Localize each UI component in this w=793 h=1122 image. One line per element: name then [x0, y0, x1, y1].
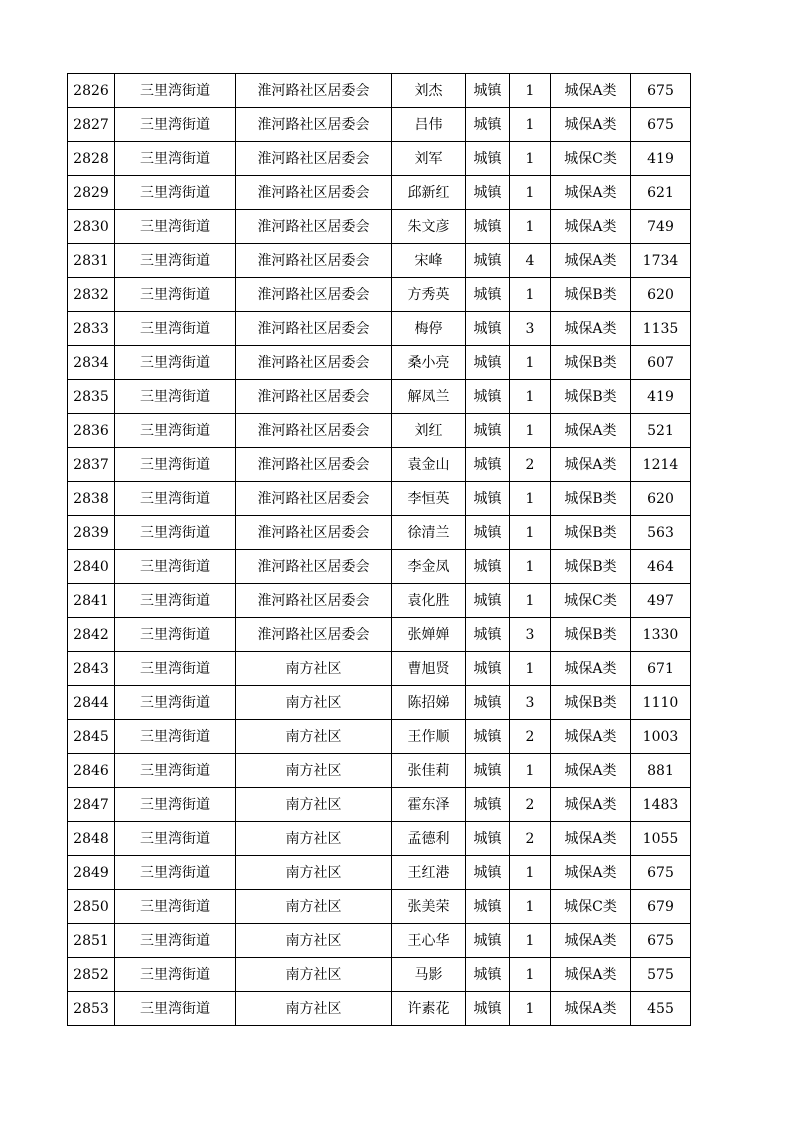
street-cell: 三里湾街道: [115, 584, 236, 618]
household-count-cell: 1: [510, 754, 551, 788]
street-cell: 三里湾街道: [115, 346, 236, 380]
community-cell: 南方社区: [236, 788, 392, 822]
person-name-cell: 王作顺: [392, 720, 466, 754]
table-row: [68, 550, 691, 584]
area-type-cell: 城镇: [466, 652, 510, 686]
insurance-type-cell: 城保A类: [551, 210, 631, 244]
record-id-cell: 2844: [68, 686, 115, 720]
amount-cell: 679: [631, 890, 691, 924]
person-name-cell: 刘杰: [392, 74, 466, 108]
community-cell: 淮河路社区居委会: [236, 278, 392, 312]
street-cell: 三里湾街道: [115, 618, 236, 652]
community-cell: 淮河路社区居委会: [236, 108, 392, 142]
insurance-type-cell: 城保C类: [551, 142, 631, 176]
household-count-cell: 2: [510, 788, 551, 822]
amount-cell: 675: [631, 74, 691, 108]
insurance-type-cell: 城保A类: [551, 958, 631, 992]
roster-table: [67, 73, 691, 1026]
household-count-cell: 1: [510, 890, 551, 924]
record-id-cell: 2847: [68, 788, 115, 822]
street-cell: 三里湾街道: [115, 822, 236, 856]
area-type-cell: 城镇: [466, 754, 510, 788]
insurance-type-cell: 城保C类: [551, 584, 631, 618]
insurance-type-cell: 城保A类: [551, 108, 631, 142]
record-id-cell: 2842: [68, 618, 115, 652]
amount-cell: 621: [631, 176, 691, 210]
community-cell: 南方社区: [236, 754, 392, 788]
community-cell: 淮河路社区居委会: [236, 346, 392, 380]
community-cell: 南方社区: [236, 822, 392, 856]
record-id-cell: 2841: [68, 584, 115, 618]
household-count-cell: 2: [510, 720, 551, 754]
community-cell: 淮河路社区居委会: [236, 550, 392, 584]
amount-cell: 675: [631, 924, 691, 958]
person-name-cell: 刘红: [392, 414, 466, 448]
insurance-type-cell: 城保B类: [551, 618, 631, 652]
street-cell: 三里湾街道: [115, 380, 236, 414]
person-name-cell: 宋峰: [392, 244, 466, 278]
community-cell: 淮河路社区居委会: [236, 142, 392, 176]
household-count-cell: 1: [510, 278, 551, 312]
insurance-type-cell: 城保A类: [551, 244, 631, 278]
table-row: [68, 142, 691, 176]
amount-cell: 675: [631, 108, 691, 142]
street-cell: 三里湾街道: [115, 278, 236, 312]
amount-cell: 497: [631, 584, 691, 618]
street-cell: 三里湾街道: [115, 890, 236, 924]
person-name-cell: 邱新红: [392, 176, 466, 210]
amount-cell: 1214: [631, 448, 691, 482]
household-count-cell: 1: [510, 74, 551, 108]
community-cell: 南方社区: [236, 890, 392, 924]
household-count-cell: 1: [510, 176, 551, 210]
person-name-cell: 袁金山: [392, 448, 466, 482]
household-count-cell: 3: [510, 686, 551, 720]
amount-cell: 1055: [631, 822, 691, 856]
insurance-type-cell: 城保A类: [551, 448, 631, 482]
household-count-cell: 1: [510, 958, 551, 992]
household-count-cell: 1: [510, 108, 551, 142]
table-row: [68, 618, 691, 652]
area-type-cell: 城镇: [466, 924, 510, 958]
insurance-type-cell: 城保B类: [551, 550, 631, 584]
table-row: [68, 278, 691, 312]
area-type-cell: 城镇: [466, 584, 510, 618]
person-name-cell: 王红港: [392, 856, 466, 890]
area-type-cell: 城镇: [466, 74, 510, 108]
person-name-cell: 桑小亮: [392, 346, 466, 380]
area-type-cell: 城镇: [466, 448, 510, 482]
record-id-cell: 2840: [68, 550, 115, 584]
street-cell: 三里湾街道: [115, 312, 236, 346]
person-name-cell: 徐清兰: [392, 516, 466, 550]
community-cell: 淮河路社区居委会: [236, 244, 392, 278]
community-cell: 淮河路社区居委会: [236, 312, 392, 346]
amount-cell: 749: [631, 210, 691, 244]
table-row: [68, 312, 691, 346]
street-cell: 三里湾街道: [115, 142, 236, 176]
insurance-type-cell: 城保A类: [551, 856, 631, 890]
insurance-type-cell: 城保A类: [551, 924, 631, 958]
record-id-cell: 2833: [68, 312, 115, 346]
table-row: [68, 822, 691, 856]
street-cell: 三里湾街道: [115, 992, 236, 1026]
household-count-cell: 4: [510, 244, 551, 278]
household-count-cell: 1: [510, 210, 551, 244]
record-id-cell: 2839: [68, 516, 115, 550]
amount-cell: 620: [631, 278, 691, 312]
insurance-type-cell: 城保A类: [551, 652, 631, 686]
person-name-cell: 马影: [392, 958, 466, 992]
street-cell: 三里湾街道: [115, 686, 236, 720]
street-cell: 三里湾街道: [115, 754, 236, 788]
insurance-type-cell: 城保B类: [551, 482, 631, 516]
person-name-cell: 方秀英: [392, 278, 466, 312]
street-cell: 三里湾街道: [115, 176, 236, 210]
person-name-cell: 袁化胜: [392, 584, 466, 618]
insurance-type-cell: 城保A类: [551, 788, 631, 822]
area-type-cell: 城镇: [466, 958, 510, 992]
table-row: [68, 652, 691, 686]
record-id-cell: 2827: [68, 108, 115, 142]
street-cell: 三里湾街道: [115, 74, 236, 108]
street-cell: 三里湾街道: [115, 482, 236, 516]
area-type-cell: 城镇: [466, 856, 510, 890]
community-cell: 淮河路社区居委会: [236, 210, 392, 244]
record-id-cell: 2838: [68, 482, 115, 516]
amount-cell: 563: [631, 516, 691, 550]
person-name-cell: 张佳莉: [392, 754, 466, 788]
community-cell: 淮河路社区居委会: [236, 448, 392, 482]
area-type-cell: 城镇: [466, 788, 510, 822]
amount-cell: 1734: [631, 244, 691, 278]
amount-cell: 620: [631, 482, 691, 516]
record-id-cell: 2828: [68, 142, 115, 176]
table-row: [68, 244, 691, 278]
table-row: [68, 584, 691, 618]
area-type-cell: 城镇: [466, 380, 510, 414]
person-name-cell: 刘军: [392, 142, 466, 176]
record-id-cell: 2831: [68, 244, 115, 278]
household-count-cell: 1: [510, 142, 551, 176]
community-cell: 淮河路社区居委会: [236, 414, 392, 448]
street-cell: 三里湾街道: [115, 516, 236, 550]
insurance-type-cell: 城保A类: [551, 754, 631, 788]
table-row: [68, 414, 691, 448]
street-cell: 三里湾街道: [115, 856, 236, 890]
area-type-cell: 城镇: [466, 210, 510, 244]
area-type-cell: 城镇: [466, 686, 510, 720]
community-cell: 南方社区: [236, 686, 392, 720]
area-type-cell: 城镇: [466, 550, 510, 584]
community-cell: 淮河路社区居委会: [236, 584, 392, 618]
amount-cell: 607: [631, 346, 691, 380]
household-count-cell: 1: [510, 516, 551, 550]
area-type-cell: 城镇: [466, 992, 510, 1026]
insurance-type-cell: 城保A类: [551, 414, 631, 448]
table-row: [68, 992, 691, 1026]
amount-cell: 675: [631, 856, 691, 890]
table-row: [68, 74, 691, 108]
table-row: [68, 958, 691, 992]
record-id-cell: 2829: [68, 176, 115, 210]
area-type-cell: 城镇: [466, 312, 510, 346]
area-type-cell: 城镇: [466, 244, 510, 278]
table-row: [68, 720, 691, 754]
amount-cell: 671: [631, 652, 691, 686]
community-cell: 淮河路社区居委会: [236, 482, 392, 516]
area-type-cell: 城镇: [466, 346, 510, 380]
area-type-cell: 城镇: [466, 618, 510, 652]
insurance-type-cell: 城保A类: [551, 992, 631, 1026]
amount-cell: 1483: [631, 788, 691, 822]
table-row: [68, 890, 691, 924]
area-type-cell: 城镇: [466, 414, 510, 448]
person-name-cell: 张婵婵: [392, 618, 466, 652]
street-cell: 三里湾街道: [115, 958, 236, 992]
household-count-cell: 1: [510, 652, 551, 686]
table-row: [68, 482, 691, 516]
household-count-cell: 1: [510, 550, 551, 584]
street-cell: 三里湾街道: [115, 720, 236, 754]
street-cell: 三里湾街道: [115, 652, 236, 686]
person-name-cell: 陈招娣: [392, 686, 466, 720]
street-cell: 三里湾街道: [115, 448, 236, 482]
amount-cell: 521: [631, 414, 691, 448]
table-row: [68, 516, 691, 550]
area-type-cell: 城镇: [466, 482, 510, 516]
street-cell: 三里湾街道: [115, 924, 236, 958]
amount-cell: 464: [631, 550, 691, 584]
community-cell: 南方社区: [236, 958, 392, 992]
insurance-type-cell: 城保A类: [551, 74, 631, 108]
table-row: [68, 856, 691, 890]
record-id-cell: 2849: [68, 856, 115, 890]
amount-cell: 419: [631, 142, 691, 176]
community-cell: 淮河路社区居委会: [236, 516, 392, 550]
amount-cell: 1135: [631, 312, 691, 346]
area-type-cell: 城镇: [466, 516, 510, 550]
amount-cell: 1003: [631, 720, 691, 754]
record-id-cell: 2835: [68, 380, 115, 414]
household-count-cell: 2: [510, 448, 551, 482]
person-name-cell: 朱文彦: [392, 210, 466, 244]
insurance-type-cell: 城保A类: [551, 312, 631, 346]
insurance-type-cell: 城保A类: [551, 822, 631, 856]
person-name-cell: 曹旭贤: [392, 652, 466, 686]
record-id-cell: 2826: [68, 74, 115, 108]
area-type-cell: 城镇: [466, 278, 510, 312]
street-cell: 三里湾街道: [115, 550, 236, 584]
area-type-cell: 城镇: [466, 142, 510, 176]
household-count-cell: 1: [510, 380, 551, 414]
record-id-cell: 2837: [68, 448, 115, 482]
insurance-type-cell: 城保A类: [551, 176, 631, 210]
record-id-cell: 2834: [68, 346, 115, 380]
person-name-cell: 许素花: [392, 992, 466, 1026]
record-id-cell: 2853: [68, 992, 115, 1026]
area-type-cell: 城镇: [466, 176, 510, 210]
person-name-cell: 解凤兰: [392, 380, 466, 414]
household-count-cell: 3: [510, 618, 551, 652]
table-row: [68, 210, 691, 244]
roster-table-body: [68, 74, 691, 1026]
street-cell: 三里湾街道: [115, 108, 236, 142]
record-id-cell: 2845: [68, 720, 115, 754]
household-count-cell: 3: [510, 312, 551, 346]
amount-cell: 1110: [631, 686, 691, 720]
amount-cell: 575: [631, 958, 691, 992]
person-name-cell: 吕伟: [392, 108, 466, 142]
insurance-type-cell: 城保B类: [551, 516, 631, 550]
street-cell: 三里湾街道: [115, 788, 236, 822]
table-row: [68, 448, 691, 482]
insurance-type-cell: 城保B类: [551, 380, 631, 414]
table-row: [68, 754, 691, 788]
person-name-cell: 梅停: [392, 312, 466, 346]
household-count-cell: 2: [510, 822, 551, 856]
insurance-type-cell: 城保B类: [551, 686, 631, 720]
table-row: [68, 380, 691, 414]
street-cell: 三里湾街道: [115, 414, 236, 448]
amount-cell: 881: [631, 754, 691, 788]
person-name-cell: 李金凤: [392, 550, 466, 584]
area-type-cell: 城镇: [466, 890, 510, 924]
household-count-cell: 1: [510, 414, 551, 448]
amount-cell: 455: [631, 992, 691, 1026]
table-row: [68, 686, 691, 720]
household-count-cell: 1: [510, 482, 551, 516]
person-name-cell: 王心华: [392, 924, 466, 958]
person-name-cell: 霍东泽: [392, 788, 466, 822]
community-cell: 淮河路社区居委会: [236, 74, 392, 108]
area-type-cell: 城镇: [466, 822, 510, 856]
table-row: [68, 108, 691, 142]
person-name-cell: 孟德利: [392, 822, 466, 856]
community-cell: 淮河路社区居委会: [236, 176, 392, 210]
street-cell: 三里湾街道: [115, 244, 236, 278]
household-count-cell: 1: [510, 924, 551, 958]
insurance-type-cell: 城保C类: [551, 890, 631, 924]
table-row: [68, 788, 691, 822]
insurance-type-cell: 城保B类: [551, 278, 631, 312]
insurance-type-cell: 城保A类: [551, 720, 631, 754]
record-id-cell: 2832: [68, 278, 115, 312]
household-count-cell: 1: [510, 856, 551, 890]
record-id-cell: 2843: [68, 652, 115, 686]
area-type-cell: 城镇: [466, 720, 510, 754]
person-name-cell: 李恒英: [392, 482, 466, 516]
community-cell: 南方社区: [236, 856, 392, 890]
record-id-cell: 2850: [68, 890, 115, 924]
record-id-cell: 2836: [68, 414, 115, 448]
record-id-cell: 2846: [68, 754, 115, 788]
street-cell: 三里湾街道: [115, 210, 236, 244]
record-id-cell: 2830: [68, 210, 115, 244]
community-cell: 南方社区: [236, 992, 392, 1026]
amount-cell: 1330: [631, 618, 691, 652]
community-cell: 南方社区: [236, 652, 392, 686]
table-row: [68, 176, 691, 210]
person-name-cell: 张美荣: [392, 890, 466, 924]
household-count-cell: 1: [510, 346, 551, 380]
community-cell: 淮河路社区居委会: [236, 618, 392, 652]
table-row: [68, 924, 691, 958]
area-type-cell: 城镇: [466, 108, 510, 142]
community-cell: 南方社区: [236, 720, 392, 754]
household-count-cell: 1: [510, 584, 551, 618]
amount-cell: 419: [631, 380, 691, 414]
record-id-cell: 2848: [68, 822, 115, 856]
community-cell: 南方社区: [236, 924, 392, 958]
community-cell: 淮河路社区居委会: [236, 380, 392, 414]
table-row: [68, 346, 691, 380]
record-id-cell: 2851: [68, 924, 115, 958]
household-count-cell: 1: [510, 992, 551, 1026]
record-id-cell: 2852: [68, 958, 115, 992]
insurance-type-cell: 城保B类: [551, 346, 631, 380]
